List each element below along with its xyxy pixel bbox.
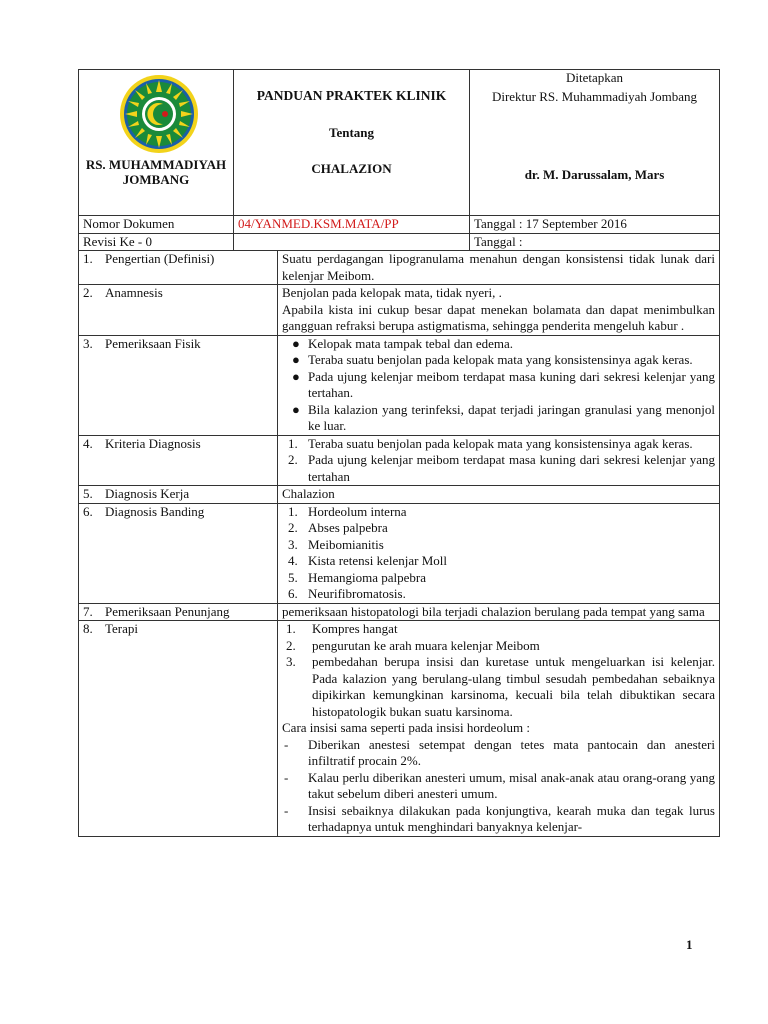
list-item: 2. Pada ujung kelenjar meibom terdapat masa kuning dari sekresi kelenjar yang tertahan bbox=[288, 452, 715, 484]
topic-title: CHALAZION bbox=[311, 161, 392, 176]
tanggal-2: Tanggal : bbox=[470, 233, 720, 251]
list-item: ● Bila kalazion yang terinfeksi, dapat terjadi jaringan granulasi yang menonjol ke luar. bbox=[292, 401, 715, 433]
cara-insisi-text: Cara insisi sama seperti pada insisi hordeolum : bbox=[282, 720, 531, 735]
bullet-icon: ● bbox=[292, 352, 300, 367]
list-item: 6. Neurifibromatosis. bbox=[288, 586, 406, 601]
list-item: 1. Kompres hangat bbox=[286, 621, 398, 636]
row-label: Diagnosis Banding bbox=[105, 503, 205, 519]
anamnesis-line-2: Apabila kista ini cukup besar dapat menekan bolamata dan dapat menimbulkan gangguan refraksi berupa astigmatisma, sehingga penderita mengeluh kabur . bbox=[282, 301, 715, 333]
nomor-dokumen-value: 04/YANMED.KSM.MATA/PP bbox=[234, 216, 470, 234]
list-item: 2. pengurutan ke arah muara kelenjar Meibom bbox=[286, 637, 540, 653]
table-row: 4. Kriteria Diagnosis 1. Teraba suatu benjolan pada kelopak mata yang konsistensinya agak keras. 2. Pada ujung kelenjar meibom terdapat masa kuning dari sekresi kelenjar yang tertahan bbox=[79, 435, 720, 486]
diagnosis-kerja-text: Chalazion bbox=[278, 486, 720, 504]
ditetapkan-label: Ditetapkan bbox=[565, 70, 624, 85]
logo-cell bbox=[79, 70, 234, 216]
list-item: 3. pembedahan berupa insisi dan kuretase untuk mengeluarkan isi kelenjar. Pada kalazion yang berulang-ulang timbul sesudah pembedahan sebaiknya dipikirkan kemungkinan karsinoma, kecuali bila telah dibuktikan secara histopatologik bukan suatu karsinoma. bbox=[286, 654, 715, 719]
hospital-name: RS. MUHAMMADIYAH JOMBANG bbox=[85, 157, 227, 187]
row-label: Anamnesis bbox=[105, 285, 163, 300]
table-row: 1. Pengertian (Definisi) Suatu perdagangan lipogranulama menahun dengan konsistensi tidak lunak dari kelenjar Meibom. bbox=[79, 251, 720, 285]
pengertian-text: Suatu perdagangan lipogranulama menahun dengan konsistensi tidak lunak dari kelenjar Meibom. bbox=[278, 251, 720, 285]
bullet-icon: ● bbox=[292, 368, 300, 384]
list-item: 2. Abses palpebra bbox=[288, 520, 388, 535]
page-number: 1 bbox=[686, 937, 693, 952]
list-item: 4. Kista retensi kelenjar Moll bbox=[288, 553, 447, 568]
row-label: Pemeriksaan Fisik bbox=[105, 335, 201, 351]
bullet-icon: ● bbox=[292, 335, 300, 351]
table-row: 5. Diagnosis Kerja Chalazion bbox=[79, 486, 720, 504]
list-item: ● Kelopak mata tampak tebal dan edema. bbox=[292, 335, 514, 351]
anamnesis-line-1: Benjolan pada kelopak mata, tidak nyeri, . bbox=[282, 285, 502, 300]
table-row: 2. Anamnesis Benjolan pada kelopak mata, tidak nyeri, . Apabila kista ini cukup besar dapat menekan bolamata dan dapat menimbulkan gangguan refraksi berupa astigmatisma, sehingga penderita mengeluh kabur . bbox=[79, 285, 720, 336]
signer-name: dr. M. Darussalam, Mars bbox=[524, 167, 665, 182]
table-row: 3. Pemeriksaan Fisik ● Kelopak mata tampak tebal dan edema. ● Teraba suatu benjolan pada kelopak mata yang konsistensinya agak keras. ● Pada ujung kelenjar meibom terdapat masa kuning dari sekresi kelenjar yang tertahan. ● Bila kalazion yang terinfeksi, dapat terjadi jaringan granulasi yang menonjol ke luar. bbox=[79, 335, 720, 435]
list-item: - Diberikan anestesi setempat dengan tetes mata pantocain dan anesteri infiltratif procain 2%. bbox=[284, 736, 715, 768]
header-table bbox=[78, 69, 720, 251]
list-item: ● Pada ujung kelenjar meibom terdapat masa kuning dari sekresi kelenjar yang tertahan. bbox=[292, 368, 715, 400]
hospital-logo-icon bbox=[119, 74, 199, 154]
table-row: 6. Diagnosis Banding 1. Hordeolum interna 2. Abses palpebra 3. Meibomianitis 4. Kista retensi kelenjar Moll 5. Hemangioma palpebra 6. Neurifibromatosis. bbox=[79, 503, 720, 603]
list-item: 3. Meibomianitis bbox=[288, 536, 384, 552]
list-item: 1. Teraba suatu benjolan pada kelopak mata yang konsistensinya agak keras. bbox=[288, 435, 693, 451]
direktur-label: Direktur RS. Muhammadiyah Jombang bbox=[491, 88, 698, 104]
tanggal-1: Tanggal : 17 September 2016 bbox=[470, 216, 720, 234]
row-label: Terapi bbox=[105, 621, 139, 636]
doc-type-title: PANDUAN PRAKTEK KLINIK bbox=[256, 88, 447, 103]
row-label: Kriteria Diagnosis bbox=[105, 435, 201, 451]
row-label: Pengertian (Definisi) bbox=[105, 251, 215, 266]
table-row: 8. Terapi 1. Kompres hangat 2. pengurutan ke arah muara kelenjar Meibom 3. pembedahan berupa insisi dan kuretase untuk mengeluarkan isi kelenjar. Pada kalazion yang berulang-ulang timbul sesudah pembedahan sebaiknya dipikirkan kemungkinan karsinoma, kecuali bila telah dibuktikan secara histopatologik bukan suatu karsinoma. Cara insisi sama seperti pada insisi hordeolum : - Diberikan anestesi setempat dengan tetes mata pantocain dan anesteri infiltratif procain 2%. - Kalau perlu diberikan anesteri umum, misal anak-anak atau orang-orang yang takut sebelum diberi anesteri umum. - Insisi sebaiknya dilakukan pada konjungtiva, kearah muka dan tegak lurus terhadapnya untuk menghindari banyaknya kelenjar- bbox=[79, 621, 720, 837]
list-item: 5. Hemangioma palpebra bbox=[288, 569, 427, 585]
bullet-icon: ● bbox=[292, 401, 300, 417]
penunjang-text: pemeriksaan histopatologi bila terjadi chalazion berulang pada tempat yang sama bbox=[278, 603, 720, 621]
row-label: Pemeriksaan Penunjang bbox=[105, 603, 230, 619]
nomor-dokumen-label: Nomor Dokumen bbox=[79, 216, 234, 234]
document-page bbox=[78, 69, 719, 837]
list-item: 1. Hordeolum interna bbox=[288, 503, 407, 519]
tentang-label: Tentang bbox=[328, 124, 375, 140]
revisi-label: Revisi Ke - 0 bbox=[79, 233, 234, 251]
table-row: 7. Pemeriksaan Penunjang pemeriksaan histopatologi bila terjadi chalazion berulang pada tempat yang sama bbox=[79, 603, 720, 621]
list-item: - Kalau perlu diberikan anesteri umum, misal anak-anak atau orang-orang yang takut sebelum diberi anesteri umum. bbox=[284, 769, 715, 801]
list-item: ● Teraba suatu benjolan pada kelopak mata yang konsistensinya agak keras. bbox=[292, 352, 693, 367]
row-label: Diagnosis Kerja bbox=[105, 486, 190, 501]
list-item: - Insisi sebaiknya dilakukan pada konjungtiva, kearah muka dan tegak lurus terhadapnya untuk menghindari banyaknya kelenjar- bbox=[284, 802, 715, 834]
content-table bbox=[78, 250, 720, 837]
